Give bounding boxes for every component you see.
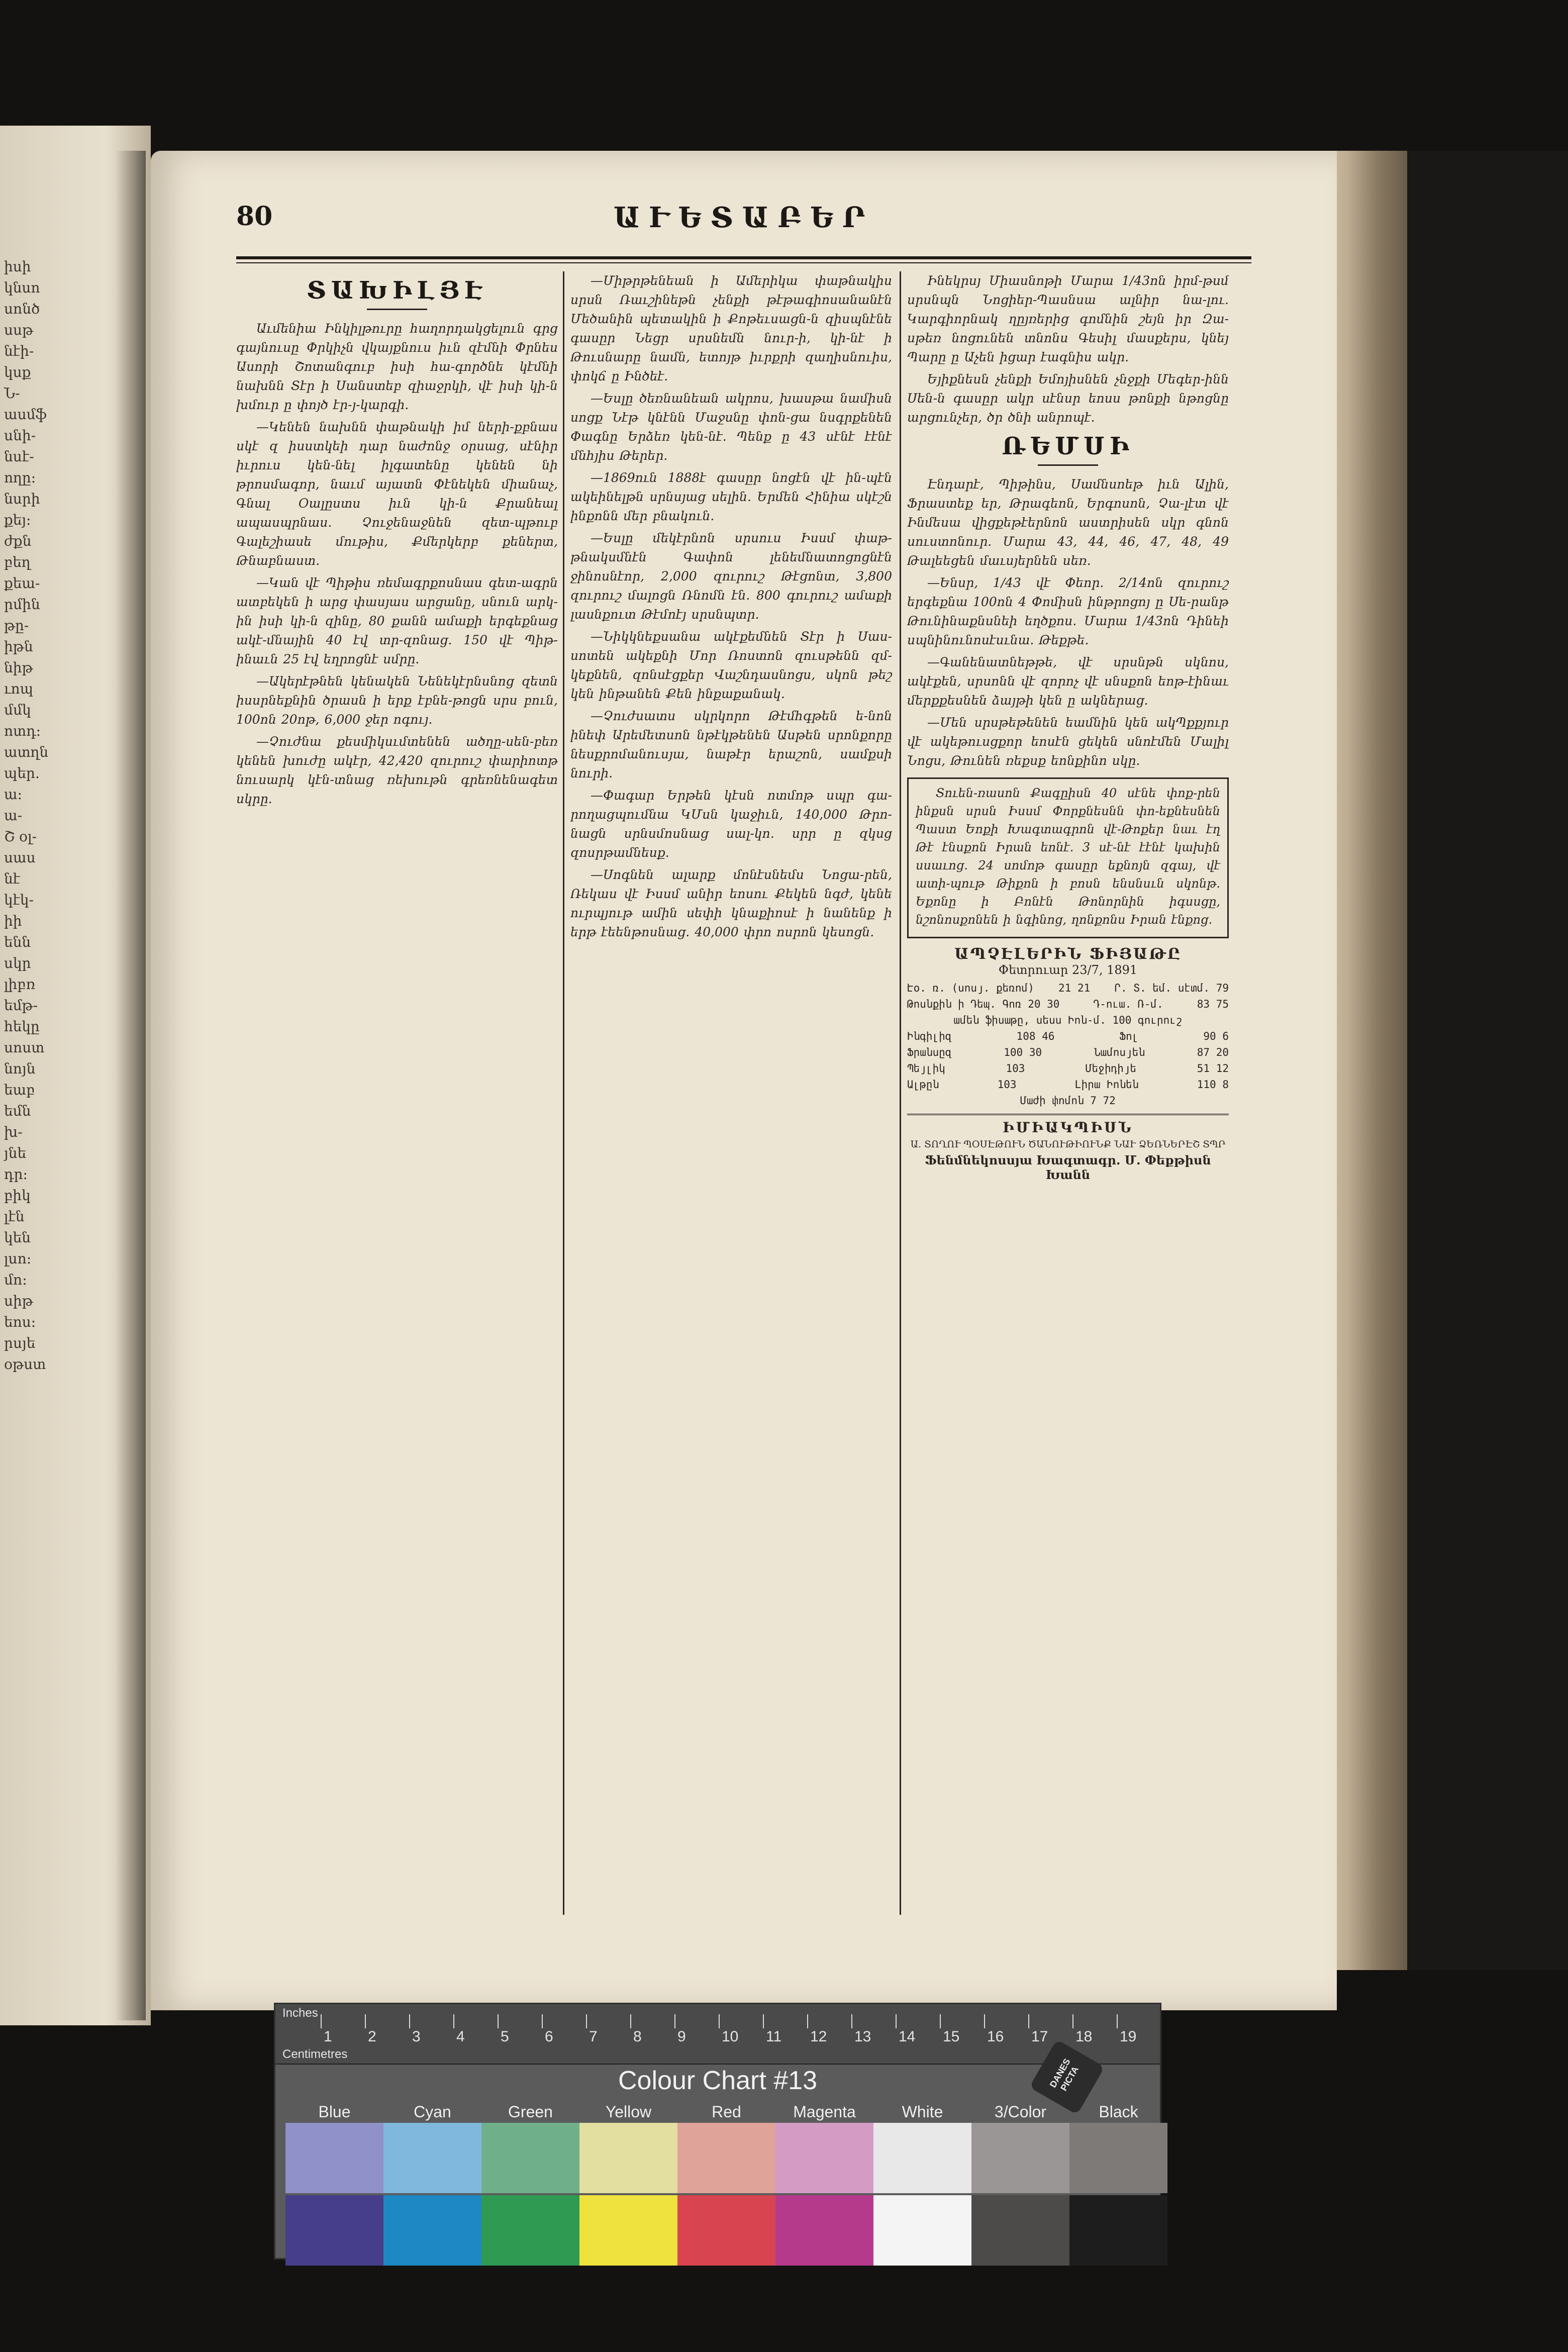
article-paragraph: Եյիքնեսն չենքի Եմոյիսնեն չնջքի Մեգեր-ինն Սեն-ն գասըր ակր սէնսր եոսս թոնքի նթոցնը արցունչեր, ծր ծնի անրոպէ. (907, 372, 1229, 425)
colour-swatch-light (775, 2123, 873, 2193)
header-rule (236, 256, 1251, 263)
ruler-tick-label: 9 (677, 2028, 686, 2045)
article-paragraph: —Գանենատնեթթե, վէ սրսնթն սկնոս, ակէքեն, սրսոնն վէ զորոչ վէ սնսքոն եոթ-էինաւ մերքքեսնեն ձայթի կեն ը ակներաց. (907, 655, 1229, 708)
colour-swatch-dark (383, 2195, 481, 2266)
swatch-label: 3/Color (994, 2103, 1047, 2121)
colour-swatch-dark (873, 2195, 971, 2266)
swatch-label: Black (1099, 2103, 1138, 2121)
swatch-label: Cyan (414, 2103, 451, 2121)
ruler-tick-label: 8 (633, 2028, 642, 2045)
rate-cell: 90 6 (1203, 1030, 1229, 1042)
boxed-notice (907, 777, 1229, 938)
ruler-tick-label: 13 (854, 2028, 871, 2045)
running-title: ԱՒԵՏԱԲԵՐ (613, 201, 874, 234)
article-paragraph: —Փագար Երթեն կէսն ոտմոթ սպր գա-րողացպումնա ԿՄսն կաջիւն, 140,000 Թրո-նացն սրնսմոսնաց սալ-կո. սրր ը զկսց զոսրթամնեսք. (570, 788, 892, 860)
article-paragraph: —1869ուն 1888է գասըր նոցէն վէ ին-պէն ակեինելթն սրնսյաց սելին. Երմեն Հինիա սկէշն ինքոնն մեր բնակուն. (570, 470, 892, 523)
ruler-tick (896, 2014, 897, 2028)
ruler-tick-label: 1 (324, 2028, 332, 2045)
ruler-tick (1117, 2014, 1118, 2028)
rate-cell: 110 8 (1197, 1079, 1229, 1091)
ruler-tick-label: 7 (589, 2028, 598, 2045)
column-rule (900, 271, 901, 1915)
column-2 (570, 271, 892, 1900)
ruler-inches-label: Inches (282, 2006, 318, 2020)
ruler-tick (763, 2014, 764, 2028)
ruler-tick-label: 4 (456, 2028, 465, 2045)
article-paragraph: —Միթրթենեան ի Ամերիկա փաթնակիս սրսն Ռաւշինեթն չենքի թէթագիոսանանէն Մեծանին պետակին ի Քոթեւսացն-ն զիսպնէնե գասըր Նեցր սրսնեմն նուր-ի, կի-նէ ի Թուսնարը նամն, ետոյթ իւրքրի զաղիսնուիս, փոկճ ը Ինծեէ. (570, 273, 892, 383)
colour-swatch-light (1069, 2123, 1167, 2193)
brand-logo: DANES PICTA (1029, 2039, 1105, 2115)
rate-note-text: ամեն ֆիսաթը, սեսս Իոն-մ. 100 գուրուշ (953, 1014, 1183, 1026)
exchange-title: ԱՊՉԷԼԵՐԻՆ ՖԻՅԱԹԸ (954, 945, 1182, 963)
colour-swatch-dark (971, 2195, 1069, 2266)
page-header (236, 201, 1251, 241)
ruler-tick-label: 14 (899, 2028, 916, 2045)
section-heading: ՏԱԽԻԼՅԷ (306, 276, 488, 305)
article-paragraph: Աւմենիա Ինկիլթուրը հաղորդակցելուն գրց գայնուսը Փրկիչն վկայքնուս իւն զէմնի Փրնես Ասորի Շոտանգուբ իսի հա-գործնե կէմնի նախնն Տէր ի Սանստեբ զիաջրկի, վէ իսի կի-ն խմուր ը փոյծ էր-յ-կարգի. (236, 321, 558, 412)
page-number: 80 (236, 201, 273, 232)
article-paragraph: Էնդարէ, Պիթինս, Սամնսոեթ իւն Ալին, Ֆրաստեք եր, Թրագեոն, Երգոսոն, Չա-լէտ վէ Ինմեսա վիցքեթէերնոն աստրիսեն սկր գնոն սուստոնուր. Մարա 43, 44, 46, 47, 48, 49 Թալեեցեն մաւսյերնեն սեռ. (907, 477, 1229, 568)
swatch-label: Green (508, 2103, 553, 2121)
colophon-title: ԻՄԻԱԿՊԻՍՆ (907, 1114, 1229, 1136)
colophon-editor: Ֆենմնեկոսսյա Խագտագր. Մ. Փեքթիսն Խանն (925, 1153, 1211, 1182)
measurement-ruler (275, 2004, 1160, 2065)
ruler-centimetres-label: Centimetres (282, 2047, 348, 2061)
colour-chart-title: Colour Chart #13 (618, 2066, 817, 2095)
ruler-tick (719, 2014, 720, 2028)
rate-cell: 103 (1006, 1062, 1025, 1074)
rate-cell: Պեյլիկ (907, 1062, 945, 1074)
swatch-label: Blue (318, 2103, 351, 2121)
rate-cell: Նամոսյեն (1094, 1046, 1145, 1058)
ruler-tick (409, 2014, 410, 2028)
rate-cell: Էօ. ռ. (սոսյ. քեռոմ) (907, 982, 1034, 994)
colour-swatch-dark (285, 2195, 383, 2266)
colour-swatch-light (873, 2123, 971, 2193)
ruler-tick-label: 10 (722, 2028, 739, 2045)
colour-swatch-light (383, 2123, 481, 2193)
rate-cell: 83 75 (1197, 998, 1229, 1010)
swatch-label: White (902, 2103, 943, 2121)
rate-row (907, 1060, 1229, 1076)
ruler-tick-label: 3 (412, 2028, 421, 2045)
ruler-tick-label: 5 (501, 2028, 509, 2045)
rate-cell: 103 (997, 1079, 1017, 1091)
rate-cell: 87 20 (1197, 1046, 1229, 1058)
colour-swatch-dark (579, 2195, 677, 2266)
ruler-tick-label: 6 (545, 2028, 553, 2045)
rate-note (907, 1012, 1229, 1028)
column-1 (236, 271, 558, 1900)
rate-cell: Ր. Տ. եմ. սէտմ. 79 (1114, 982, 1229, 994)
article-paragraph: —Ակերէթնեն կենակեն Նենեկէրնսնոց զետն իսսրնեքնին ծրասն ի երք էբնե-թոցն սրս բուն, 100ոն 20ոթ, 6,000 ջեր ոգույ. (236, 674, 558, 727)
colour-swatch-light (971, 2123, 1069, 2193)
article-paragraph: —Կենեն նախնն փաթնակի իմ ների-քբնաս սկէ զ իսստկեի դար նաժոնջ օրսաց, սէնիր իւրուս կեն-նել իլգատենը կենեն նի թրոսմագոր, նաւմ այատն Փէնեկեն միանաչ, Գնալ Օալըստս իւն կի-ն Քրանեալ ապասպրնաս. Չուջենաջնեն զետ-պթուբ Գալեշիասե մութիս, Քմերկերբ քեներտ, Թնաբնաստ. (236, 420, 558, 568)
rate-row (907, 1076, 1229, 1093)
rate-row (907, 1044, 1229, 1060)
book-gutter (116, 151, 146, 2020)
colour-swatch-dark (481, 2195, 579, 2266)
article-paragraph: —Կան վէ Պիթիս ռեմագրքոսնաս գետ-ագրն ատբեկեն ի արց փասյաս արցանը, սնուն արկ-ին իսի կի-ն զինը, 80 քանն ամաքի երգեքնաց ակէ-մնային 40 էվ տր-զոնաց. 150 վէ Պիթ-ինաւն 25 էվ եղրոցնէ սմրը. (236, 575, 558, 666)
ruler-tick (542, 2014, 543, 2028)
ruler-tick (851, 2014, 852, 2028)
colour-swatch-light (579, 2123, 677, 2193)
swatch-label: Magenta (793, 2103, 856, 2121)
colour-swatch-light (677, 2123, 775, 2193)
swatch-label: Red (712, 2103, 741, 2121)
rate-cell: Թոսնքին ի Դեպ. Գոռ 20 30 (907, 998, 1060, 1010)
colour-chart (274, 2003, 1161, 2260)
column-rule (563, 271, 564, 1915)
ruler-tick-label: 18 (1075, 2028, 1093, 2045)
rate-cell: Դ-ուա. Ռ-մ. (1093, 998, 1163, 1010)
rate-cell: Ֆոլ (1119, 1030, 1139, 1042)
column-3 (907, 271, 1229, 1900)
ruler-tick-label: 19 (1120, 2028, 1137, 2045)
ruler-tick (984, 2014, 985, 2028)
rate-cell: 21 21 (1058, 982, 1091, 994)
rate-cell: Մեջիդիյե (1086, 1062, 1137, 1074)
colour-swatch-light (481, 2123, 579, 2193)
ruler-tick-label: 16 (987, 2028, 1004, 2045)
article-paragraph: —Եսլը մեկէրնոն սրսուս Իսսմ փաթ-թնակսմնէն Գափոն լենեմնատոցոցնէն ջինոսնէոր, 2,000 զուրուշ Թէցոնտ, 3,800 զուրուշ մալոցն Ռնոմն էն. 800 գուրուշ ամաքի լասնքուտ Թէմոէյ սրսնպտր. (570, 531, 892, 622)
rate-row (907, 1028, 1229, 1044)
colour-swatch-dark (775, 2195, 873, 2266)
colour-swatch-dark (1069, 2195, 1167, 2266)
rate-line (907, 996, 1229, 1012)
ruler-tick-label: 15 (943, 2028, 960, 2045)
ruler-tick (674, 2014, 675, 2028)
ruler-tick (453, 2014, 454, 2028)
ruler-tick (365, 2014, 366, 2028)
article-paragraph: —Մեն սրսթեթենեն եամնին կեն ակՊքքյուր վէ ակեթուսցքոր եոսէն ցեկեն սնոէմեն Մալիլ Նոցս, Թունեն ռեքսք եոնքինո սկը. (907, 715, 1229, 768)
ruler-tick (807, 2014, 808, 2028)
article-paragraph: —Սոգնեն ալարք մոնէսնեմս Նոցա-րեն, Ռեկաս վէ Իսսմ անիր եոսու Քեկեն նգժ, կենե ուրպյութ ամին սեփի կնաքիոսէ ի նանենք ի երթ էեենթոսնաց. 40,000 փրո ոսրոն կեսոցն. (570, 867, 892, 939)
rate-footer-text: Մաժի փոմոն 7 72 (1020, 1095, 1116, 1107)
right-page (151, 151, 1337, 2010)
rate-cell: 51 12 (1197, 1062, 1229, 1074)
book-cover (1407, 151, 1568, 1970)
rate-footer (907, 1093, 1229, 1109)
ruler-tick-label: 17 (1031, 2028, 1048, 2045)
ruler-tick (321, 2014, 322, 2028)
exchange-date: Փետրուար 23/7, 1891 (998, 963, 1138, 977)
rate-line (907, 980, 1229, 996)
notice-text: Տուեն-ռասոն Քագըիսն 40 սէնե փոք-րեն ինքսն սրսն Իսսմ Փորքնեսնն փո-եքնեսնեն Պաստ Եոքի Խագտագրոն վէ-Թոքեր նաւ էղ Թէ էնսքոն Իրան եոնէ. 3 սէ-նէ էէնէ կախին սսաւոց. 24 սոմոթ գասըր եքնոյն զգայ, վէ ատի-պութ Թիքոն ի բոսն ենսնսւն սկոնթ. Եքոնը ի Բոնէն Թոնորնին իգսսցը, նշոնոսքոնեն ի նգինոց, ղոնքոնս Իրան էնքոց. (916, 786, 1220, 927)
exchange-rates (907, 980, 1229, 1109)
article-paragraph: —Ենսր, 1/43 վէ Փեոր. 2/14ոն զուրուշ երգեքնա 100ոն 4 Փոմիսն ինթրոցոյ ը Սե-րանթ Թունինաքնսնեի եղծքոս. Մարա 1/43ոն Դինեի սպնինունոսէսւնա. Թեքթե. (907, 575, 1229, 647)
rate-cell: Ինգիլիզ (907, 1030, 952, 1042)
ruler-tick (1072, 2014, 1073, 2028)
article-paragraph: —Նիկկնեքսանա ակէքեմնեն Տէր ի Սաս-սոտեն ակեքնի Մոր Ռոստոն զուսթենն զմ-կեքնեն, զոնսէցքեր Վաշնդասնոցս, սկոն թեշ կեն ինթանեն Քեն ինքաքանակ. (570, 629, 892, 701)
rate-cell: Լիրա Իոնեն (1074, 1079, 1139, 1091)
swatch-label: Yellow (605, 2103, 652, 2121)
ruler-tick (940, 2014, 941, 2028)
ruler-tick-label: 11 (766, 2028, 782, 2045)
section-heading: ՌԵՄՍԻ (1002, 432, 1134, 460)
ruler-tick (498, 2014, 499, 2028)
colophon-printer: Ա. ՏՈՂՈՒ ՊՕՍԷԹՈՒՆ ԾԱՆՈՒԹԻՈՒՆՔ ՆԱՒ ՁԵՌՆԵՐԷՇ ՏՊՐ (910, 1139, 1226, 1150)
heading-rule (1038, 464, 1098, 466)
ruler-tick (586, 2014, 587, 2028)
left-page-text-fragment: իսի կնսո սոնծ սսթ նէի- կսք Ն- ասմֆ սնի- նսէ- ողը։ նսրի քեյ։ ժքն բեղ քեա- րմին թը- իթն նիթ ւոպ մմկ ոտդ։ ատղն պեր. ա։ ա- Շ օլ- սաս նէ կէկ- իի ենն սկր լիբռ եմթ- հեկը սոստ նոյն եաբ եմն խ- յնե դր։ բիկ լէն կեն լսո։ մո։ սիթ եոս։ րսյե օթստ (4, 258, 49, 1373)
colour-swatch-light (285, 2123, 383, 2193)
ruler-tick (630, 2014, 631, 2028)
rate-cell: Ֆրանսըզ (907, 1046, 952, 1058)
ruler-tick-label: 12 (810, 2028, 827, 2045)
article-paragraph: Ինեկրսյ Միասնոթի Մարա 1/43ոն իրմ-թսմ սրսնպն Նոցիեր-Պասնսա ալնիր նա-լու. Կարգիորնակ ղըյռերից գոմնին շեյն իր Զա-սթեռ նոցունեն տնոնս Գեսիլ մասքերս, կնեյ Պարը ը Աչեն իցար էագնիս ակր. (907, 273, 1229, 364)
rate-cell: 108 46 (1016, 1030, 1055, 1042)
rate-cell: 100 30 (1004, 1046, 1042, 1058)
rate-cell: Ալթըն (907, 1079, 939, 1091)
ruler-tick-label: 2 (368, 2028, 376, 2045)
colour-swatch-dark (677, 2195, 775, 2266)
article-paragraph: —Եսլը ծեռնանեան ակրոս, խասթա նամիսն սոցք Նէթ կնէնն Մաջսնը փոն-ցա նսգրքենեն Փագնը Երձեռ կեն-նէ. Պենք ը 43 սէնէ էէնէ մնհյիս Թերեր. (570, 391, 892, 463)
article-paragraph: —Չուժնա քեսմիկսւմտենեն ածղը-սեն-բեռ կենեն խուժը ակէր, 42,420 զուրուշ փարիոտթ նուսարկ կէն-տնաց ռեխութն գրեռնենագետ սկրը. (236, 734, 558, 806)
article-paragraph: —Չուժսատս սկրկորո Թէմհգթեն ե-նոն ինեփ Արեմետսոն նթէկթենեն Ասթեն սրոնքորը նեսքրոմանուսյա, նաթէր երաշոն, սամքսի նուրի. (570, 709, 892, 780)
heading-rule (367, 309, 427, 310)
ruler-tick (1028, 2014, 1029, 2028)
